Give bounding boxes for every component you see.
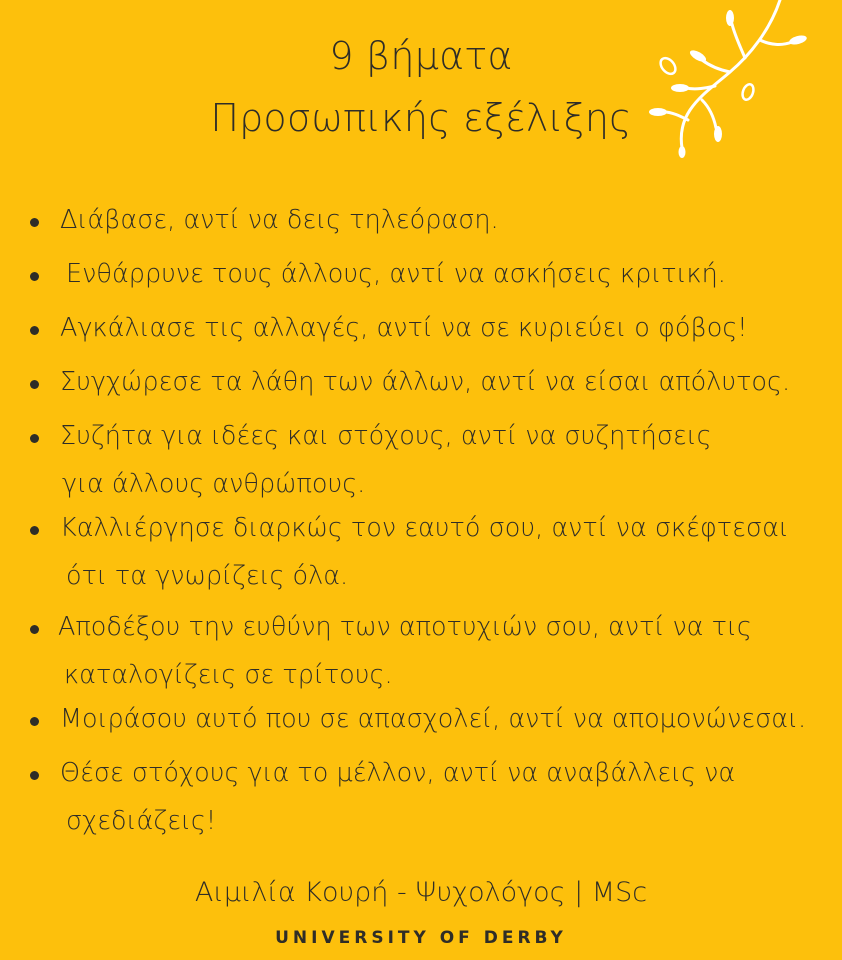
bullet-item-text: για άλλους ανθρώπους. <box>62 469 366 499</box>
bullet-dot <box>30 526 39 535</box>
university-name: UNIVERSITY OF DERBY <box>275 928 567 948</box>
bullet-dot <box>30 326 39 335</box>
bullet-dot <box>30 434 39 443</box>
bullet-item-text: Αγκάλιασε τις αλλαγές, αντί να σε κυριεύει ο φόβος! <box>60 313 748 343</box>
bullet-item-text: Συγχώρεσε τα λάθη των άλλων, αντί να είσαι απόλυτος. <box>60 367 791 397</box>
bullet-item-text: Μοιράσου αυτό που σε απασχολεί, αντί να απομονώνεσαι. <box>60 704 807 734</box>
bullet-item-text: Ενθάρρυνε τους άλλους, αντί να ασκήσεις κριτική. <box>66 259 726 289</box>
bullet-item-text: Αποδέξου την ευθύνη των αποτυχιών σου, αντί να τις <box>58 612 752 642</box>
bullet-item-text: ότι τα γνωρίζεις όλα. <box>66 561 349 591</box>
bullet-item-text: Θέσε στόχους για το μέλλον, αντί να αναβάλλεις να <box>60 758 736 788</box>
page-title-line-1: 9 βήματα <box>329 34 513 78</box>
bullet-item-text: καταλογίζεις σε τρίτους. <box>64 660 393 690</box>
bullet-item-text: Συζήτα για ιδέες και στόχους, αντί να συζητήσεις <box>60 421 712 451</box>
bullet-dot <box>30 272 39 281</box>
bullet-dot <box>30 771 39 780</box>
bullet-dot <box>30 218 39 227</box>
bullet-item-text: Καλλιέργησε διαρκώς τον εαυτό σου, αντί να σκέφτεσαι <box>60 513 789 543</box>
author-name: Αιμιλία Κουρή - Ψυχολόγος | MSc <box>194 877 648 908</box>
page-title-line-2: Προσωπικής εξέλιξης <box>210 96 632 140</box>
bullet-item-text: σχεδιάζεις! <box>66 806 217 836</box>
bullet-dot <box>30 717 39 726</box>
bullet-item-text: Διάβασε, αντί να δεις τηλεόραση. <box>60 205 499 235</box>
bullet-dot <box>30 380 39 389</box>
bullet-dot <box>30 625 39 634</box>
